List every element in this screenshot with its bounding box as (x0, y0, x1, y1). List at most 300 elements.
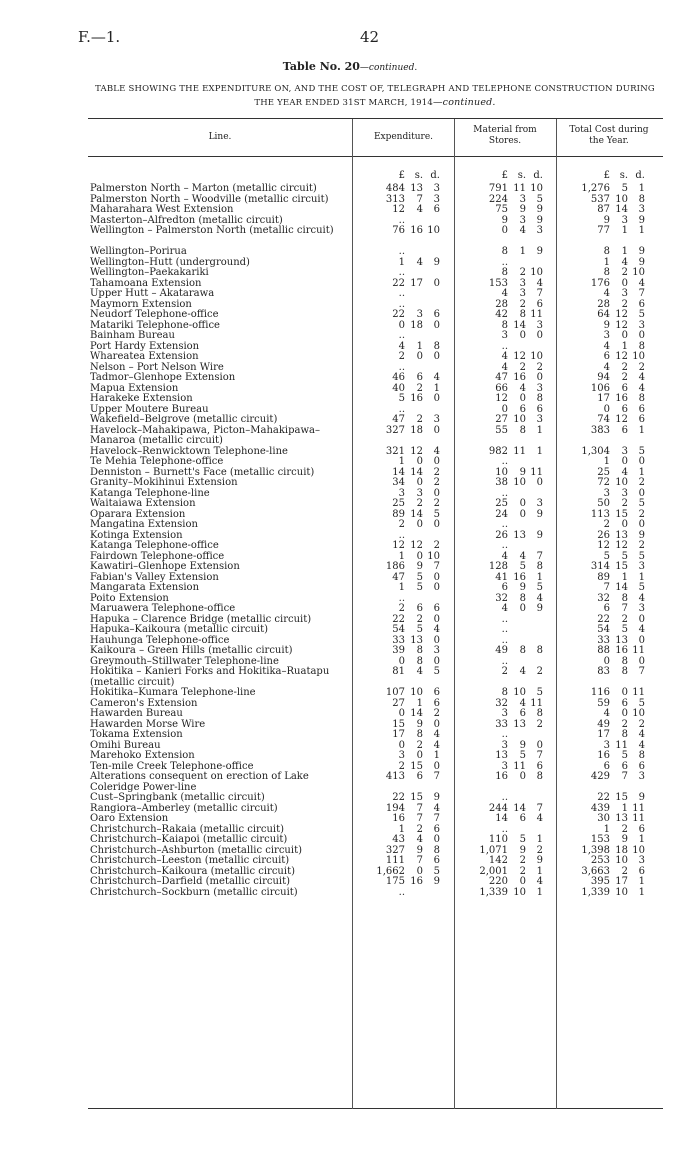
tot-cell: 2 (621, 498, 628, 509)
mat-cell: 2 (519, 855, 526, 866)
mat-cell: .. (501, 729, 508, 740)
tot-cell: 13 (615, 813, 628, 824)
exp-cell: 0 (433, 582, 440, 593)
exp-cell: 5 (433, 666, 440, 677)
line-name: Waitaiawa Extension (90, 498, 196, 509)
table-row (90, 709, 660, 720)
line-name: Rangiora–Amberley (metallic circuit) (90, 802, 278, 814)
tot-cell: 64 (597, 309, 610, 320)
exp-cell: 0 (433, 319, 440, 331)
tot-cell: 383 (590, 424, 610, 436)
exp-cell: 1,662 (376, 865, 405, 877)
tot-cell: 4 (638, 624, 645, 635)
tot-cell: 314 (590, 561, 610, 572)
mat-cell: 9 (519, 844, 526, 856)
col-header-material: Material from Stores. (473, 125, 537, 146)
line-name: Omihi Bureau (90, 739, 161, 751)
exp-cell: 0 (433, 424, 440, 436)
exp-cell: 0 (433, 834, 440, 845)
mat-cell: 26 (495, 529, 508, 541)
exp-cell: 1 (433, 750, 440, 761)
tot-cell: 15 (615, 792, 628, 803)
mat-cell: 2 (519, 267, 526, 278)
mat-cell: 8 (501, 687, 508, 698)
exp-cell: 0 (433, 519, 440, 530)
exp-cell: 6 (416, 771, 423, 782)
mat-cell: 224 (488, 193, 508, 205)
tot-cell: 10 (615, 855, 628, 866)
mat-cell: 3 (519, 193, 526, 205)
line-name: Christchurch–Kaiapoi (metallic circuit) (90, 834, 288, 845)
exp-cell: 2 (416, 823, 423, 835)
line-name: Havelock–Mahakipawa, Picton–Mahakipawa–Manaroa (metallic circuit) (90, 424, 320, 446)
mat-cell: 11 (513, 760, 526, 772)
exp-cell: 3 (433, 183, 440, 194)
line-name: Matariki Telephone-office (90, 319, 220, 331)
exp-cell: 5 (416, 624, 423, 635)
line-name: Christchurch–Darfield (metallic circuit) (90, 876, 291, 887)
table-row (90, 226, 660, 247)
tot-cell: 5 (638, 445, 645, 457)
tot-cell: 4 (638, 382, 645, 394)
line-name: Ten-mile Creek Telephone-office (90, 760, 254, 772)
table-subtitle-suffix: —continued. (432, 97, 496, 108)
exp-cell: 1 (398, 823, 405, 835)
exp-cell: .. (398, 361, 405, 373)
mat-cell: 0 (519, 330, 526, 341)
tot-cell: 5 (638, 309, 645, 320)
tot-cell: 6 (621, 382, 628, 394)
tot-cell: 14 (615, 204, 628, 215)
mat-cell: 11 (513, 183, 526, 194)
exp-cell: 3 (433, 193, 440, 205)
line-name: Greymouth–Stillwater Telephone-line (90, 655, 279, 667)
tot-cell: 1 (621, 802, 628, 814)
exp-cell: 2 (416, 498, 423, 509)
line-name: Christchurch–Leeston (metallic circuit) (90, 855, 290, 866)
exp-cell: 8 (433, 844, 440, 856)
tot-cell: 0 (621, 330, 628, 341)
mat-cell: .. (501, 540, 508, 551)
exp-cell: 22 (392, 309, 405, 320)
tot-cell: 9 (603, 319, 610, 331)
tot-cell: 1 (638, 571, 645, 583)
mat-cell: 4 (536, 876, 543, 887)
tot-cell: 3 (638, 855, 645, 866)
mat-cell: 8 (519, 424, 526, 436)
tot-cell: 106 (590, 382, 610, 394)
exp-cell: 4 (433, 372, 440, 383)
exp-cell: 5 (416, 582, 423, 593)
mat-cell: 0 (519, 876, 526, 887)
mat-cell: 11 (530, 697, 543, 709)
exp-cell: .. (398, 403, 405, 415)
mat-cell: 3 (501, 760, 508, 772)
line-name: Havelock–Renwicktown Telephone-line (90, 445, 288, 457)
mat-cell: 8 (519, 309, 526, 320)
exp-cell: 2 (398, 603, 405, 614)
table-title-text: Table No. 20 (282, 60, 360, 73)
tot-cell: 3 (603, 487, 610, 499)
tot-cell: 11 (632, 645, 645, 656)
exp-cell: .. (398, 214, 405, 226)
tot-cell: 9 (621, 834, 628, 845)
exp-cell: 22 (392, 277, 405, 289)
mat-cell: 3 (519, 288, 526, 299)
tot-cell: 8 (638, 193, 645, 205)
tot-cell: 9 (638, 214, 645, 226)
mat-cell: 32 (495, 592, 508, 604)
table-row (90, 478, 660, 489)
exp-cell: 0 (433, 655, 440, 667)
tot-cell: 11 (615, 739, 628, 751)
mat-cell: 4 (501, 603, 508, 614)
mat-cell: 4 (519, 666, 526, 677)
exp-cell: 413 (385, 771, 405, 782)
tot-cell: 9 (603, 214, 610, 226)
exp-cell: .. (398, 298, 405, 310)
exp-cell: 47 (392, 571, 405, 583)
exp-cell: 17 (410, 277, 423, 289)
table-title (0, 60, 700, 73)
col-header-expenditure: Expenditure. (373, 132, 434, 142)
exp-cell: 14 (410, 466, 423, 478)
exp-cell: 2 (433, 466, 440, 478)
table-row (90, 499, 660, 510)
mat-cell: 8 (501, 267, 508, 278)
tot-cell: 3,663 (581, 865, 610, 877)
exp-cell: 4 (433, 802, 440, 814)
tot-cell: 1 (638, 183, 645, 194)
tot-cell: 88 (597, 645, 610, 656)
currency-header-pence: d. (430, 170, 440, 181)
exp-cell: 6 (416, 603, 423, 614)
tot-cell: 5 (638, 550, 645, 562)
tot-cell: 10 (615, 477, 628, 488)
mat-cell: 13 (513, 529, 526, 541)
mat-cell: 5 (519, 750, 526, 761)
mat-cell: 28 (495, 298, 508, 310)
exp-cell: 89 (392, 508, 405, 520)
line-name: Hokitika–Kumara Telephone-line (90, 687, 256, 698)
exp-cell: 8 (416, 645, 423, 656)
mat-cell: 3 (519, 214, 526, 226)
mat-cell: 1 (536, 865, 543, 877)
exp-cell: 6 (433, 603, 440, 614)
exp-cell: 0 (398, 708, 405, 719)
tot-cell: 1 (638, 876, 645, 887)
mat-cell: 128 (488, 561, 508, 572)
table-row (90, 289, 660, 300)
tot-cell: 5 (638, 697, 645, 709)
table-row (90, 205, 660, 216)
mat-cell: 9 (519, 739, 526, 751)
tot-cell: 6 (621, 697, 628, 709)
tot-cell: 89 (597, 571, 610, 583)
mat-cell: 27 (495, 414, 508, 425)
line-name: Mangatina Extension (90, 519, 198, 530)
line-name: Oparara Extension (90, 508, 186, 520)
tot-cell: 11 (632, 813, 645, 824)
tot-cell: 4 (621, 466, 628, 478)
table-row (90, 646, 660, 657)
tot-cell: 9 (638, 529, 645, 541)
exp-cell: 12 (410, 540, 423, 551)
tot-cell: 1,398 (581, 844, 610, 856)
exp-cell: 6 (433, 687, 440, 698)
table-row (90, 247, 660, 258)
currency-header-pounds: £ (398, 170, 405, 181)
mat-cell: 7 (536, 750, 543, 761)
line-name: Palmerston North – Marton (metallic circuit) (90, 183, 317, 194)
mat-cell: 9 (536, 529, 543, 541)
tot-cell: 2 (621, 823, 628, 835)
tot-cell: 4 (603, 708, 610, 719)
mat-cell: 2 (519, 865, 526, 877)
mat-cell: 75 (495, 204, 508, 215)
line-name: Christchurch–Sockburn (metallic circuit) (90, 886, 298, 898)
exp-cell: 46 (392, 372, 405, 383)
tot-cell: 8 (603, 267, 610, 278)
tot-cell: 537 (590, 193, 610, 205)
tot-cell: 4 (603, 340, 610, 352)
mat-cell: 4 (501, 288, 508, 299)
exp-cell: 16 (410, 876, 423, 887)
line-name: Harakeke Extension (90, 393, 193, 404)
mat-cell: 10 (530, 267, 543, 278)
mat-cell: 10 (530, 183, 543, 194)
exp-cell: 16 (392, 813, 405, 824)
mat-cell: 244 (488, 802, 508, 814)
exp-cell: 0 (433, 456, 440, 467)
line-name: Fairdown Telephone-office (90, 550, 225, 562)
tot-cell: 72 (597, 477, 610, 488)
tot-cell: 5 (621, 624, 628, 635)
exp-cell: 4 (433, 729, 440, 740)
exp-cell: 0 (433, 613, 440, 625)
mat-cell: 6 (519, 813, 526, 824)
exp-cell: 2 (433, 498, 440, 509)
mat-cell: 1 (536, 571, 543, 583)
mat-cell: 9 (536, 855, 543, 866)
exp-cell: 1 (398, 550, 405, 562)
tot-cell: 3 (603, 330, 610, 341)
tot-cell: 6 (638, 298, 645, 310)
exp-cell: 5 (433, 508, 440, 520)
tot-cell: 74 (597, 414, 610, 425)
tot-cell: 8 (638, 750, 645, 761)
line-name: Hawarden Morse Wire (90, 718, 206, 730)
mat-cell: 1 (536, 834, 543, 845)
mat-cell: 49 (495, 645, 508, 656)
exp-cell: 4 (416, 666, 423, 677)
line-name: Hapuka–Kaikoura (metallic circuit) (90, 624, 269, 635)
exp-cell: 16 (410, 225, 423, 236)
mat-cell: 0 (519, 508, 526, 520)
exp-cell: 22 (392, 613, 405, 625)
table-row (90, 415, 660, 426)
exp-cell: 1 (398, 582, 405, 593)
exp-cell: 17 (392, 729, 405, 740)
tot-cell: 9 (638, 792, 645, 803)
mat-cell: 2 (536, 666, 543, 677)
table-row (90, 688, 660, 699)
tot-cell: 0 (603, 403, 610, 415)
mat-cell: .. (501, 256, 508, 268)
tot-cell: 6 (638, 823, 645, 835)
tot-cell: 18 (615, 844, 628, 856)
tot-cell: 0 (621, 519, 628, 530)
table-row (90, 667, 660, 688)
exp-cell: 12 (410, 445, 423, 457)
mat-cell: 10 (495, 466, 508, 478)
exp-cell: 8 (416, 655, 423, 667)
line-name: Hawarden Bureau (90, 708, 183, 719)
table-row (90, 520, 660, 531)
line-name: Alterations consequent on erection of Lake Coleridge Power-line (90, 771, 309, 793)
exp-cell: 7 (433, 813, 440, 824)
exp-cell: 14 (410, 508, 423, 520)
mat-cell: 3 (519, 277, 526, 289)
mat-cell: 8 (536, 771, 543, 782)
exp-cell: .. (398, 267, 405, 278)
mat-cell: 6 (501, 582, 508, 593)
tot-cell: 11 (632, 802, 645, 814)
exp-cell: 313 (385, 193, 405, 205)
line-name: Marehoko Extension (90, 750, 195, 761)
line-name: Christchurch–Rakaia (metallic circuit) (90, 823, 284, 835)
mat-cell: 3 (501, 739, 508, 751)
tot-cell: 8 (638, 340, 645, 352)
tot-cell: 2 (621, 361, 628, 373)
mat-cell: 4 (501, 550, 508, 562)
line-name: Upper Hutt – Akatarawa (90, 288, 215, 299)
mat-cell: 6 (519, 708, 526, 719)
exp-cell: .. (398, 330, 405, 341)
mat-cell: 5 (536, 582, 543, 593)
mat-cell: 0 (519, 393, 526, 404)
tot-cell: 4 (603, 288, 610, 299)
exp-cell: 7 (416, 193, 423, 205)
mat-cell: 3 (536, 225, 543, 236)
table-row (90, 184, 660, 195)
tot-cell: 2 (638, 718, 645, 730)
tot-cell: 4 (603, 361, 610, 373)
exp-cell: 2 (416, 613, 423, 625)
tot-cell: 8 (621, 592, 628, 604)
tot-cell: 26 (597, 529, 610, 541)
exp-cell: 2 (433, 540, 440, 551)
tot-cell: 2 (621, 718, 628, 730)
exp-cell: 7 (433, 771, 440, 782)
currency-header-pence: d. (533, 170, 543, 181)
exp-cell: 18 (410, 424, 423, 436)
mat-cell: 9 (536, 508, 543, 520)
tot-cell: 1 (638, 834, 645, 845)
mat-cell: 14 (495, 813, 508, 824)
tot-cell: 3 (621, 445, 628, 457)
tot-cell: 8 (621, 655, 628, 667)
tot-cell: 6 (603, 603, 610, 614)
tot-cell: 5 (638, 498, 645, 509)
tot-cell: 0 (621, 456, 628, 467)
table-row (90, 541, 660, 552)
exp-cell: 0 (416, 456, 423, 467)
mat-cell: 8 (501, 319, 508, 331)
exp-cell: 327 (385, 424, 405, 436)
mat-cell: 0 (536, 739, 543, 751)
tot-cell: 1 (603, 823, 610, 835)
exp-cell: 3 (398, 750, 405, 761)
tot-cell: 25 (597, 466, 610, 478)
tot-cell: 28 (597, 298, 610, 310)
page-number: 42 (360, 28, 380, 46)
mat-cell: 0 (536, 330, 543, 341)
mat-cell: 4 (536, 277, 543, 289)
tot-cell: 9 (638, 246, 645, 257)
line-name: Oaro Extension (90, 813, 169, 824)
tot-cell: 1 (621, 571, 628, 583)
mat-cell: 0 (536, 372, 543, 383)
tot-cell: 3 (603, 739, 610, 751)
mat-cell: 10 (530, 351, 543, 362)
tot-cell: 10 (615, 886, 628, 898)
mat-cell: 0 (536, 477, 543, 488)
tot-cell: 5 (621, 183, 628, 194)
table-row (90, 457, 660, 468)
mat-cell: .. (501, 340, 508, 352)
tot-cell: 1 (603, 256, 610, 268)
exp-cell: 7 (416, 813, 423, 824)
exp-cell: 34 (392, 477, 405, 488)
exp-cell: 4 (416, 256, 423, 268)
exp-cell: 7 (433, 561, 440, 572)
exp-cell: 0 (416, 865, 423, 877)
line-name: Kaikoura – Green Hills (metallic circuit) (90, 645, 293, 656)
tot-cell: 0 (638, 487, 645, 499)
tot-cell: 12 (615, 351, 628, 362)
mat-cell: 10 (513, 477, 526, 488)
line-name: Maymorn Extension (90, 298, 192, 310)
mat-cell: .. (501, 456, 508, 467)
tot-cell: 10 (632, 708, 645, 719)
mat-cell: 2 (536, 844, 543, 856)
exp-cell: 0 (433, 487, 440, 499)
line-name: Hauhunga Telephone-office (90, 634, 230, 646)
tot-cell: 5 (621, 550, 628, 562)
mat-cell: 41 (495, 571, 508, 583)
tot-cell: 6 (621, 760, 628, 772)
table-row (90, 856, 660, 867)
tot-cell: 0 (638, 634, 645, 646)
tot-cell: 395 (590, 876, 610, 887)
tot-cell: 6 (638, 414, 645, 425)
line-name: Whareatea Extension (90, 351, 199, 362)
line-name: Upper Moutere Bureau (90, 403, 209, 415)
mat-cell: 12 (495, 393, 508, 404)
mat-cell: 11 (513, 445, 526, 457)
mat-cell: 47 (495, 372, 508, 383)
mat-cell: 1 (536, 886, 543, 898)
mat-cell: 16 (495, 771, 508, 782)
tot-cell: 8 (621, 729, 628, 740)
mat-cell: 33 (495, 718, 508, 730)
mat-cell: 8 (536, 393, 543, 404)
tot-cell: 2 (621, 267, 628, 278)
mat-cell: 9 (536, 214, 543, 226)
tot-cell: 30 (597, 813, 610, 824)
exp-cell: 0 (433, 277, 440, 289)
